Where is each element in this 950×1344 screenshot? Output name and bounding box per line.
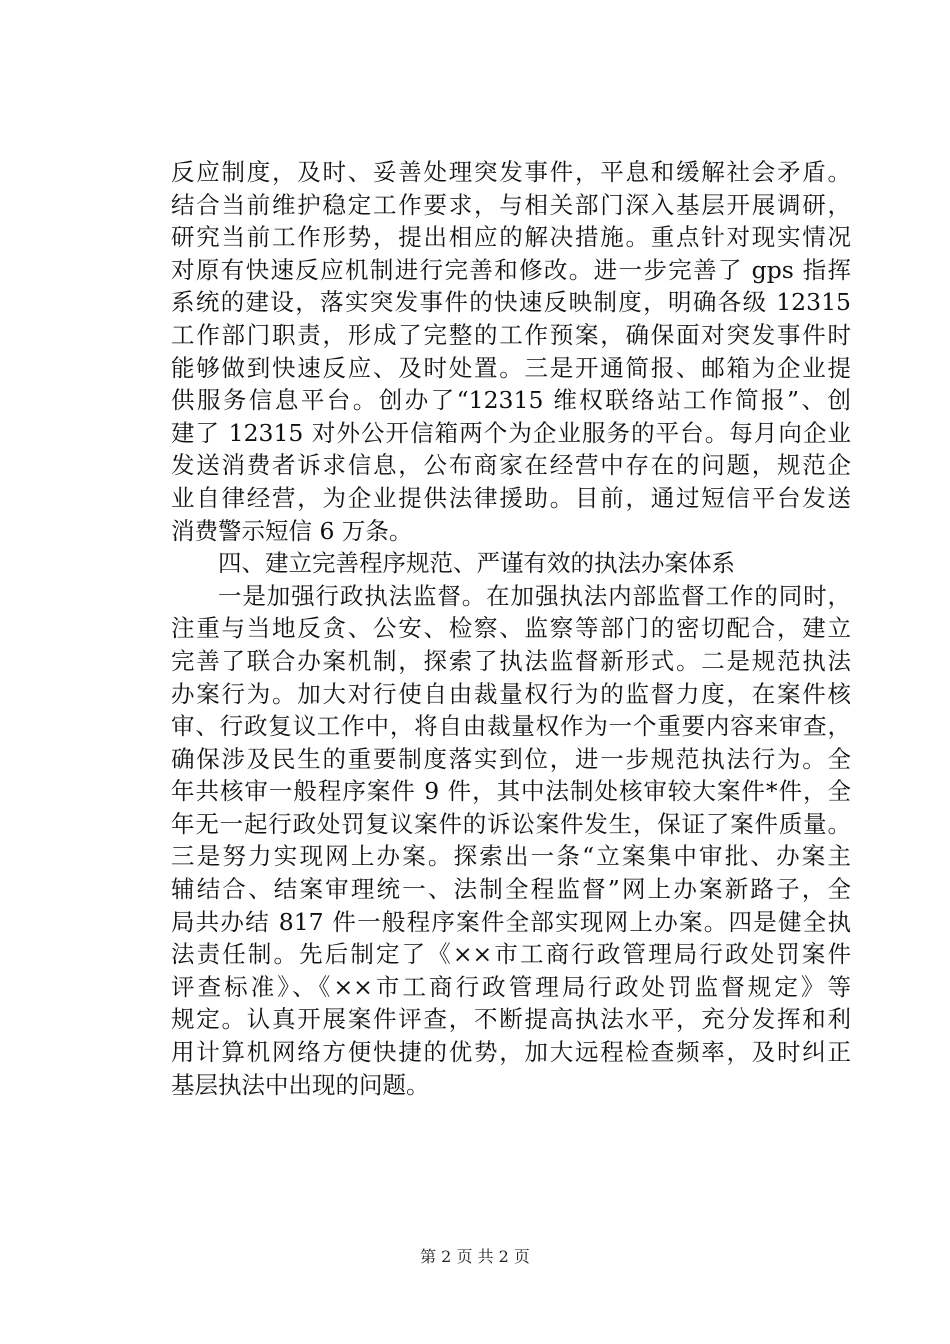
text-line: 发送消费者诉求信息，公布商家在经营中存在的问题，规范企 [171,451,851,480]
text-line: 局共办结 817 件一般程序案件全部实现网上办案。四是健全执 [171,907,851,936]
page-number-label: 第 2 页 共 2 页 [420,1247,530,1266]
text-line: 完善了联合办案机制，探索了执法监督新形式。二是规范执法 [171,646,851,675]
text-line: 基层执法中出现的问题。 [171,1070,430,1099]
text-line: 审、行政复议工作中，将自由裁量权作为一个重要内容来审查， [171,712,851,741]
text-line: 法责任制。先后制定了《××市工商行政管理局行政处罚案件 [171,940,851,969]
text-line: 办案行为。加大对行使自由裁量权行为的监督力度，在案件核 [171,679,851,708]
text-line: 用计算机网络方便快捷的优势，加大远程检查频率，及时纠正 [171,1038,851,1067]
text-line: 反应制度，及时、妥善处理突发事件，平息和缓解社会矛盾。 [171,158,851,186]
text-line: 系统的建设，落实突发事件的快速反映制度，明确各级 12315 [171,288,851,317]
text-line: 结合当前维护稳定工作要求，与相关部门深入基层开展调研， [171,190,851,219]
text-line: 建了 12315 对外公开信箱两个为企业服务的平台。每月向企业 [171,418,851,447]
section-heading: 四、建立完善程序规范、严谨有效的执法办案体系 [218,549,735,578]
text-line: 一是加强行政执法监督。在加强执法内部监督工作的同时， [218,581,851,610]
text-line: 确保涉及民生的重要制度落实到位，进一步规范执法行为。全 [171,744,851,773]
text-line: 规定。认真开展案件评查，不断提高执法水平，充分发挥和利 [171,1005,851,1034]
text-line: 年无一起行政处罚复议案件的诉讼案件发生，保证了案件质量。 [171,809,851,838]
text-line: 供服务信息平台。创办了“12315 维权联络站工作简报”、创 [171,386,851,415]
text-line: 工作部门职责，形成了完整的工作预案，确保面对突发事件时 [171,320,851,349]
text-line: 研究当前工作形势，提出相应的解决措施。重点针对现实情况 [171,223,851,252]
text-line: 辅结合、结案审理统一、法制全程监督”网上办案新路子，全 [171,875,851,904]
text-line: 消费警示短信 6 万条。 [171,516,413,545]
text-line: 能够做到快速反应、及时处置。三是开通简报、邮箱为企业提 [171,353,851,382]
text-line: 对原有快速反应机制进行完善和修改。进一步完善了 gps 指挥 [171,255,851,284]
body-text [171,156,851,1101]
text-line: 注重与当地反贪、公安、检察、监察等部门的密切配合，建立 [171,614,851,643]
text-line: 业自律经营，为企业提供法律援助。目前，通过短信平台发送 [171,483,851,512]
text-line: 年共核审一般程序案件 9 件，其中法制处核审较大案件*件，全 [171,777,851,806]
page-footer [0,1246,950,1268]
text-line: 评查标准》、《××市工商行政管理局行政处罚监督规定》等 [171,972,851,1001]
text-line: 三是努力实现网上办案。探索出一条“立案集中审批、办案主 [171,842,851,871]
